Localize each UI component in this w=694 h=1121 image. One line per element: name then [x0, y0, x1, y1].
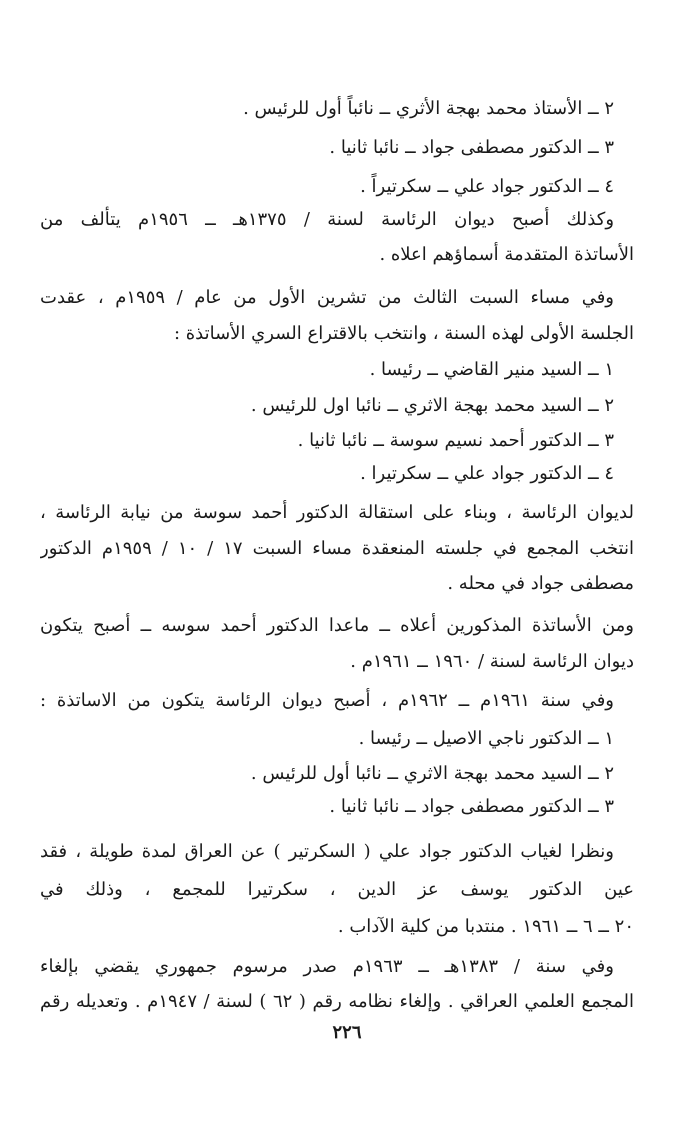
text-line: ٢ ــ الأستاذ محمد بهجة الأثري ــ نائباً أول للرئيس .: [243, 98, 614, 119]
text-line: ٢ ــ السيد محمد بهجة الاثري ــ نائبا اول للرئيس .: [250, 395, 614, 416]
text-line: ٣ ــ الدكتور أحمد نسيم سوسة ــ نائبا ثانيا .: [297, 430, 614, 451]
page-number: ٢٢٦: [332, 1022, 362, 1043]
text-line: وكذلك أصبح ديوان الرئاسة لسنة / ١٣٧٥هـ ــ ١٩٥٦م يتألف من: [40, 209, 614, 230]
text-line: ٣ ــ الدكتور مصطفى جواد ــ نائبا ثانيا .: [329, 137, 614, 158]
text-line: ٢ ــ السيد محمد بهجة الاثري ــ نائبا أول للرئيس .: [250, 763, 614, 784]
text-line: ٣ ــ الدكتور مصطفى جواد ــ نائبا ثانيا .: [329, 796, 614, 817]
text-line: مصطفى جواد في محله .: [447, 573, 634, 594]
text-line: الأساتذة المتقدمة أسماؤهم اعلاه .: [379, 244, 634, 265]
text-line: انتخب المجمع في جلسته المنعقدة مساء السبت ١٧ / ١٠ / ١٩٥٩م الدكتور: [40, 538, 634, 559]
text-line: لديوان الرئاسة ، وبناء على استقالة الدكتور أحمد سوسة من نيابة الرئاسة ،: [40, 502, 634, 523]
text-line: ٤ ــ الدكتور جواد علي ــ سكرتيراً .: [360, 176, 614, 197]
text-line: الجلسة الأولى لهذه السنة ، وانتخب بالاقتراع السري الأساتذة :: [173, 323, 634, 344]
text-line: ٤ ــ الدكتور جواد علي ــ سكرتيرا .: [360, 463, 614, 484]
text-line: عين الدكتور يوسف عز الدين ، سكرتيرا للمجمع ، وذلك في: [40, 879, 634, 900]
text-line: ومن الأساتذة المذكورين أعلاه ــ ماعدا الدكتور أحمد سوسه ــ أصبح يتكون: [40, 615, 634, 636]
text-line: المجمع العلمي العراقي . وإلغاء نظامه رقم ( ٦٢ ) لسنة / ١٩٤٧م . وتعديله رقم: [40, 991, 634, 1012]
text-line: ١ ــ الدكتور ناجي الاصيل ــ رئيسا .: [358, 728, 614, 749]
text-line: ونظرا لغياب الدكتور جواد علي ( السكرتير ) عن العراق لمدة طويلة ، فقد: [40, 841, 614, 862]
text-line: ديوان الرئاسة لسنة / ١٩٦٠ ــ ١٩٦١م .: [350, 651, 634, 672]
text-line: وفي مساء السبت الثالث من تشرين الأول من عام / ١٩٥٩م ، عقدت: [40, 287, 614, 308]
text-line: وفي سنة / ١٣٨٣هـ ــ ١٩٦٣م صدر مرسوم جمهوري يقضي بإلغاء: [40, 956, 614, 977]
text-line: ١ ــ السيد منير القاضي ــ رئيسا .: [369, 359, 614, 380]
document-page: [40, 0, 634, 1121]
text-line: ٢٠ ــ ٦ ــ ١٩٦١ . منتدبا من كلية الآداب .: [337, 916, 634, 937]
text-line: وفي سنة ١٩٦١م ــ ١٩٦٢م ، أصبح ديوان الرئاسة يتكون من الاساتذة :: [40, 690, 614, 711]
